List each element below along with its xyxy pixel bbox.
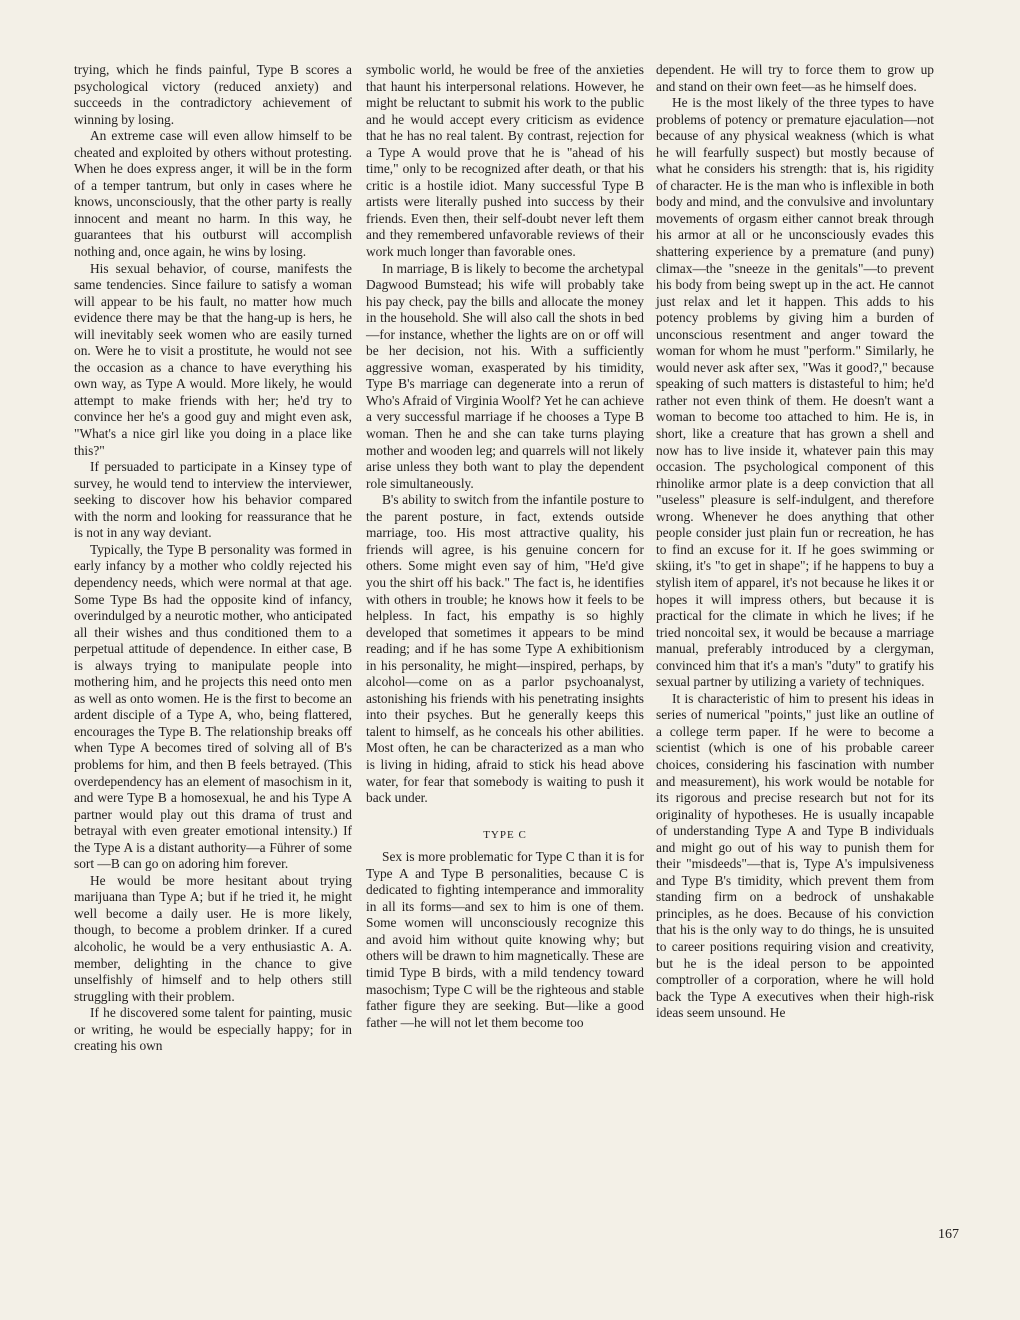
paragraph: If persuaded to participate in a Kinsey type of survey, he would tend to interview the interviewer, seeking to discover how his behavior compared with the norm and looking for reassurance that he is not in any way deviant.	[74, 459, 352, 541]
page-number: 167	[938, 1227, 959, 1242]
paragraph: He would be more hesitant about trying marijuana than Type A; but if he tried it, he might well become a daily user. He is more likely, though, to become a problem drinker. If a cured alcoholic, he would be a very enthusiastic A. A. member, delighting in the chance to give unselfishly of himself and to help others still struggling with their problem.	[74, 872, 352, 1004]
text-column-middle	[366, 62, 644, 1031]
paragraph: Sex is more problematic for Type C than it is for Type A and Type B personalities, because C is dedicated to fighting intemperance and immorality in all its forms—and sex to him is one of them. Some women will unconsciously recognize this and avoid him without quite knowing why; but others will be drawn to him magnetically. These are timid Type B birds, with a mild tendency toward masochism; Type C will be the righteous and stable father figure they are seeking. But—like a good father —he will not let them become too	[366, 849, 644, 1030]
paragraph: His sexual behavior, of course, manifests the same tendencies. Since failure to satisfy a woman will appear to be his fault, no matter how much evidence there may be that the hang-up is hers, he will inevitably seek women who are easily turned on. Were he to visit a prostitute, he would not see the occasion as a chance to have everything his own way, as Type A would. More likely, he would attempt to make friends with her; he'd try to convince her he's a good guy and might even ask, "What's a nice girl like you doing in a place like this?"	[74, 260, 352, 458]
paragraph: He is the most likely of the three types to have problems of potency or premature ejaculation—not because of any physical weakness (which is what he will fearfully suspect) but mostly because of what he considers his strength: that is, his rigidity of character. He is the man who is inflexible in both body and mind, and the convulsive and involuntary movements of orgasm either cannot break through his armor at all or he unconsciously evades this shattering experience by a premature (and puny) climax—the "sneeze in the genitals"—to prevent his body from being swept up in the act. He cannot just relax and let it happen. This adds to his potency problems by giving him a burden of unconscious resentment and anger toward the woman for whom he must "perform." Similarly, he would never ask after sex, "Was it good?," because speaking of such matters is distasteful to him; he'd rather not even think of them. He doesn't want a woman to become too attached to him. He is, in short, like a creature that has grown a shell and now has to live inside it, whatever pain this may occasion. The psychological component of this rhinolike armor plate is a deep conviction that all "useless" pleasure is self-indulgent, and therefore wrong. Whenever he does anything that other people consider just plain fun or recreation, he has to find an excuse for it. If he goes swimming or skiing, it's "to get in shape"; if he happens to buy a stylish item of apparel, it's not because he likes it or hopes it will impress others, but because it is practical for the climate in which he lives; if he tried noncoital sex, it would be because a marriage manual, preferably introduced by a clergyman, convinced him that it's a man's "duty" to gratify his sexual partner by utilizing a variety of techniques.	[656, 95, 934, 690]
paragraph: It is characteristic of him to present his ideas in series of numerical "points," just like an outline of a college term paper. If he were to become a scientist (which is one of his probable career choices, considering his fascination with number and measurement), his work would be notable for its rigorous and precise research but not for its originality of hypotheses. He is usually incapable of understanding Type A and Type B individuals and might go out of his way to punish them for their "misdeeds"—that is, Type A's impulsiveness and Type B's timidity, which prevent them from standing firm on a bedrock of unshakable principles, as he does. Because of his conviction that his is the only way to do things, he is unsuited to career positions requiring vision and creativity, but he is the ideal person to be appointed comptroller of a corporation, where he will hold back the Type A executives when their high-risk ideas seem unsound. He	[656, 690, 934, 1021]
paragraph: An extreme case will even allow himself to be cheated and exploited by others without protesting. When he does express anger, it will be in the form of a temper tantrum, but only in cases where he knows, unconsciously, that the other party is really innocent and meant no harm. In this way, he guarantees that his outburst will accomplish nothing and, once again, he wins by losing.	[74, 128, 352, 260]
paragraph: B's ability to switch from the infantile posture to the parent posture, in fact, extends outside marriage, too. His most attractive quality, his friends will agree, is his genuine concern for others. Some might even say of him, "He'd give you the shirt off his back." The fact is, he identifies with others in trouble; he knows how it feels to be helpless. In fact, his empathy is so highly developed that sometimes it appears to be mind reading; and if he has some Type A exhibitionism in his personality, he might—inspired, perhaps, by alcohol—come on as a parlor psychoanalyst, astonishing his friends with his penetrating insights into their psyches. But he generally keeps this talent to himself, as he conceals his other abilities. Most often, he can be characterized as a man who is living in hiding, afraid to stick his head above water, for fear that somebody is waiting to push it back under.	[366, 492, 644, 806]
paragraph: trying, which he finds painful, Type B scores a psychological victory (reduced anxiety) and succeeds in the contradictory achievement of winning by losing.	[74, 62, 352, 127]
paragraph: dependent. He will try to force them to grow up and stand on their own feet—as he himself does.	[656, 62, 934, 94]
paragraph: If he discovered some talent for painting, music or writing, he would be especially happy; for in creating his own	[74, 1005, 352, 1054]
text-column-left	[74, 62, 352, 1055]
text-column-right	[656, 62, 934, 1022]
paragraph: In marriage, B is likely to become the archetypal Dagwood Bumstead; his wife will probably take his pay check, pay the bills and allocate the money in the household. She will also call the shots in bed—for instance, whether the lights are on or off will be her decision, not his. With a sufficiently aggressive woman, exasperated by his timidity, Type B's marriage can degenerate into a rerun of Who's Afraid of Virginia Woolf? Yet he can achieve a very successful marriage if he chooses a Type B woman. Then he and she can take turns playing mother and wooden leg; and quarrels will not likely arise unless they both want to play the dependent role simultaneously.	[366, 260, 644, 491]
section-heading: TYPE C	[483, 828, 527, 841]
paragraph: symbolic world, he would be free of the anxieties that haunt his interpersonal relations. However, he might be reluctant to submit his work to the public and he would accept every criticism as evidence that he has no real talent. By contrast, rejection for a Type A would prove that he is "ahead of his time," only to be recognized after death, or that his critic is a hostile idiot. Many successful Type B artists were literally pushed into success by their friends. Even then, their self-doubt never left them and they remembered unfavorable reviews of their work much longer than favorable ones.	[366, 62, 644, 260]
paragraph: Typically, the Type B personality was formed in early infancy by a mother who coldly rejected his dependency needs, which were normal at that age. Some Type Bs had the opposite kind of infancy, overindulged by a neurotic mother, who anticipated all their wishes and thus conditioned them to a perpetual attitude of dependence. In either case, B is always trying to manipulate people into mothering him, and he projects this need onto men as well as onto women. He is the first to become an ardent disciple of a Type A, who, being flattered, encourages the Type B. The relationship breaks off when Type A becomes tired of solving all of B's problems for him, and then B feels betrayed. (This overdependency has an element of masochism in it, and were Type B a homosexual, he and his Type A partner would play out this drama of trust and betrayal with even greater emotional intensity.) If the Type A is a distant authority—a Führer of some sort —B can go on adoring him forever.	[74, 541, 352, 872]
